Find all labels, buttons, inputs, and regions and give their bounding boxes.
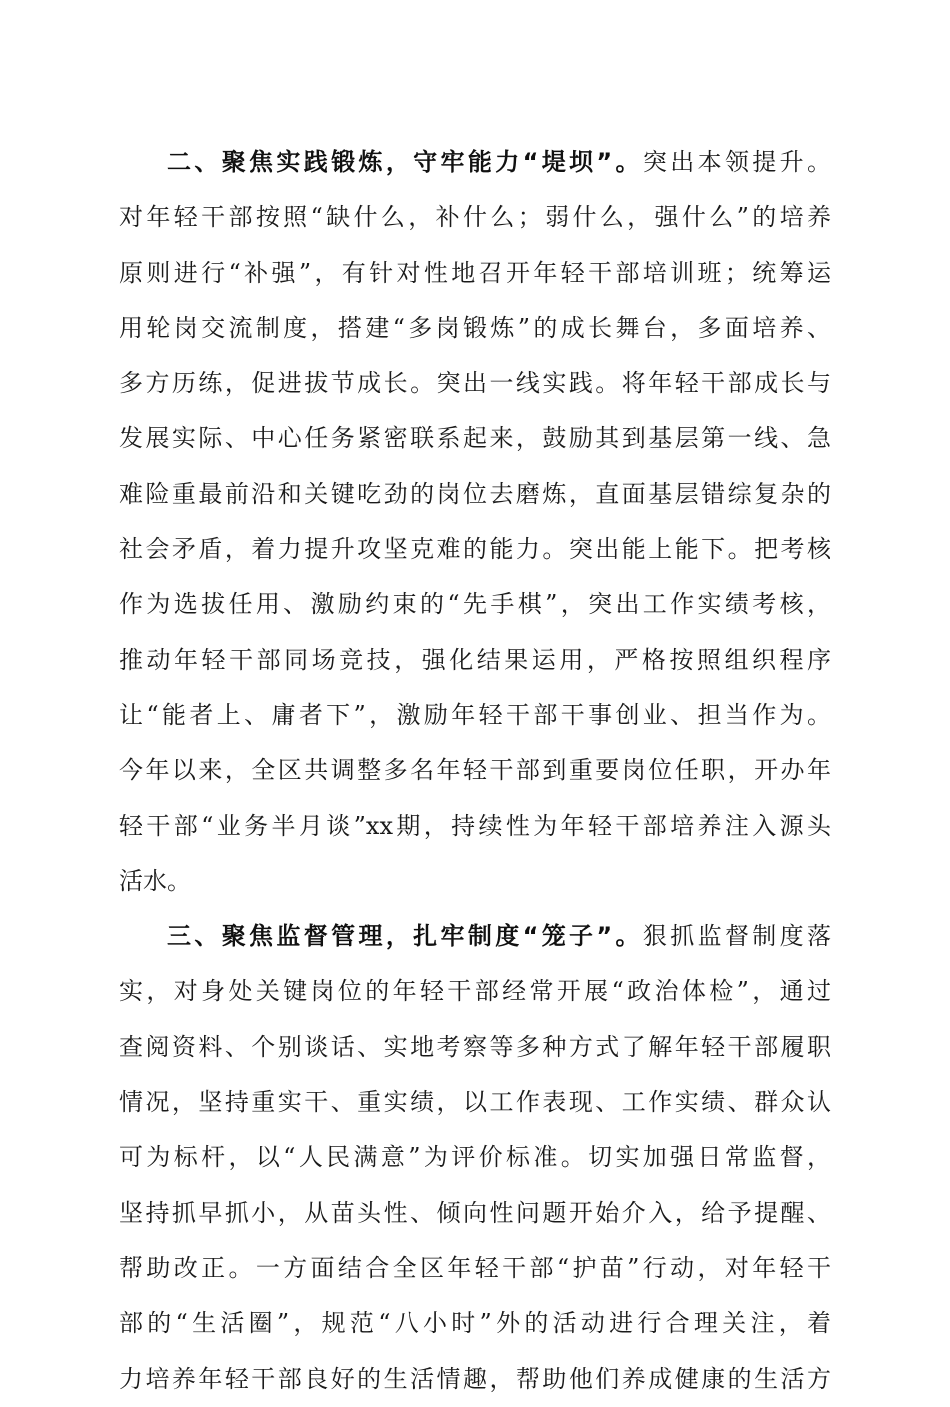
text-line: 坚持抓早抓小，从苗头性、倾向性问题开始介入，给予提醒、: [119, 1198, 831, 1227]
text-line: 发展实际、中心任务紧密联系起来，鼓励其到基层第一线、急: [119, 424, 831, 453]
text-line: 让“能者上、庸者下”，激励年轻干部干事创业、担当作为。: [119, 700, 831, 729]
text-line: 多方历练，促进拔节成长。突出一线实践。将年轻干部成长与: [119, 369, 831, 398]
text-line: 原则进行“补强”，有针对性地召开年轻干部培训班；统筹运: [119, 258, 831, 287]
text-line: 社会矛盾，着力提升攻坚克难的能力。突出能上能下。把考核: [119, 535, 831, 564]
text-line: 作为选拔任用、激励约束的“先手棋”，突出工作实绩考核，: [119, 590, 831, 619]
section-3-heading: 三、聚焦监督管理，扎牢制度“笼子”。: [167, 922, 643, 951]
paragraph-first-line: [119, 135, 831, 190]
text-line-last: 活水。: [119, 866, 191, 895]
text-line: 可为标杆，以“人民满意”为评价标准。切实加强日常监督，: [119, 1143, 831, 1172]
section-2-first-line-text: 突出本领提升。: [642, 148, 831, 176]
text-line: 帮助改正。一方面结合全区年轻干部“护苗”行动，对年轻干: [119, 1253, 831, 1282]
text-line: 轻干部“业务半月谈”xx期，持续性为年轻干部培养注入源头: [119, 811, 831, 840]
paragraph-section-3: [119, 909, 831, 1407]
text-line: 力培养年轻干部良好的生活情趣，帮助他们养成健康的生活方: [119, 1364, 831, 1393]
text-line: 今年以来，全区共调整多名年轻干部到重要岗位任职，开办年: [119, 756, 831, 785]
text-line: 难险重最前沿和关键吃劲的岗位去磨炼，直面基层错综复杂的: [119, 479, 831, 508]
paragraph-section-2: [119, 135, 831, 909]
text-line: 推动年轻干部同场竞技，强化结果运用，严格按照组织程序: [119, 645, 831, 674]
text-line: 部的“生活圈”，规范“八小时”外的活动进行合理关注，着: [119, 1309, 831, 1338]
document-body: [119, 135, 831, 1407]
text-line: 情况，坚持重实干、重实绩，以工作表现、工作实绩、群众认: [119, 1088, 831, 1117]
text-line: 实，对身处关键岗位的年轻干部经常开展“政治体检”，通过: [119, 977, 831, 1006]
text-line: 对年轻干部按照“缺什么，补什么；弱什么，强什么”的培养: [119, 203, 831, 232]
text-line: 查阅资料、个别谈话、实地考察等多种方式了解年轻干部履职: [119, 1032, 831, 1061]
paragraph-first-line: [119, 909, 831, 964]
section-2-heading: 二、聚焦实践锻炼，守牢能力“堤坝”。: [167, 148, 643, 176]
text-line: 用轮岗交流制度，搭建“多岗锻炼”的成长舞台，多面培养、: [119, 313, 831, 342]
section-3-first-line-text: 狠抓监督制度落: [642, 922, 831, 951]
